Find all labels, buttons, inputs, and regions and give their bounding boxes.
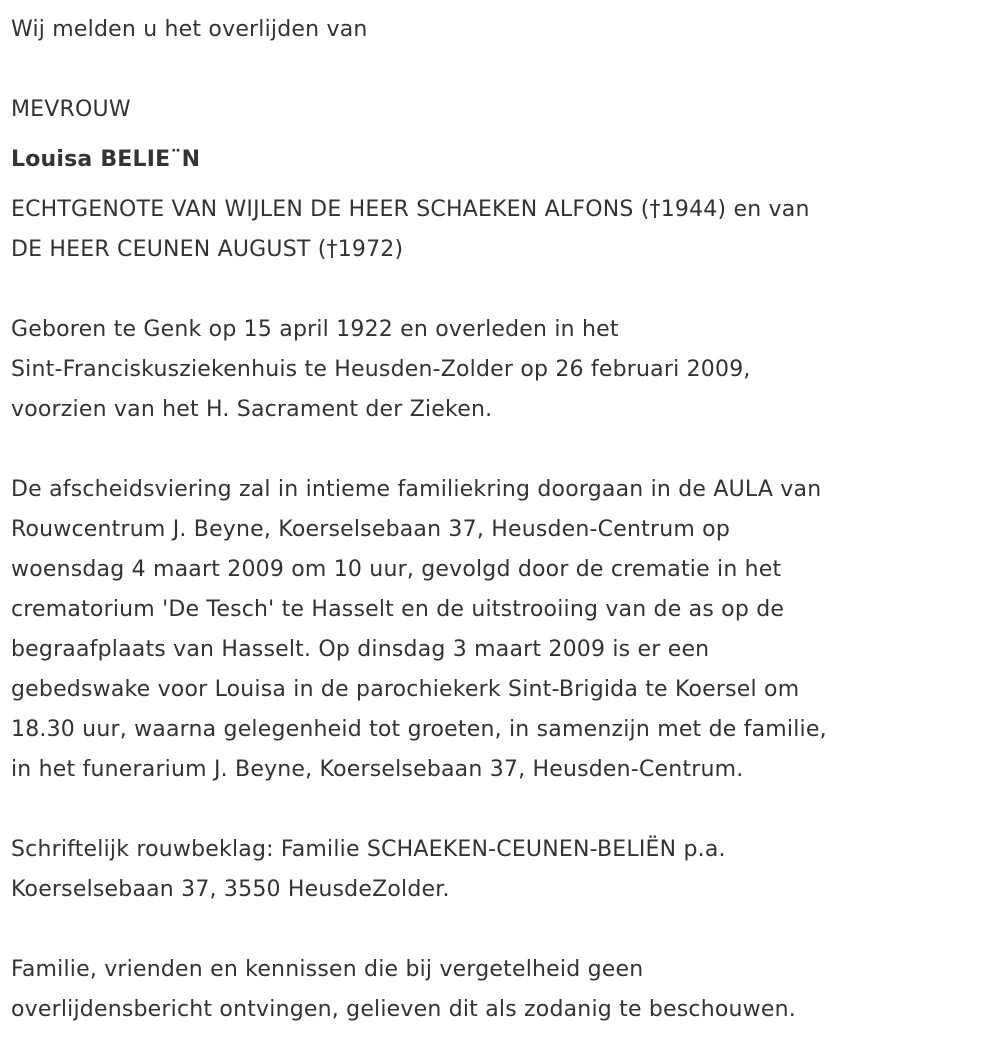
service-line: in het funerarium J. Beyne, Koerselsebaan 37, Heusden-Centrum. xyxy=(11,757,744,782)
closing-line: Familie, vrienden en kennissen die bij vergetelheid geen xyxy=(11,957,644,982)
salutation-paragraph xyxy=(11,90,988,130)
closing-line: overlijdensbericht ontvingen, gelieven dit als zodanig te beschouwen. xyxy=(11,997,796,1022)
deceased-name-paragraph xyxy=(11,140,988,180)
service-line: Rouwcentrum J. Beyne, Koerselsebaan 37, Heusden-Centrum op xyxy=(11,517,730,542)
condolence-paragraph xyxy=(11,830,988,910)
life-line: Sint-Franciskusziekenhuis te Heusden-Zolder op 26 februari 2009, xyxy=(11,357,751,382)
service-line: begraafplaats van Hasselt. Op dinsdag 3 maart 2009 is er een xyxy=(11,637,710,662)
service-line: De afscheidsviering zal in intieme familiekring doorgaan in de AULA van xyxy=(11,477,822,502)
service-line: crematorium 'De Tesch' te Hasselt en de uitstrooiing van de as op de xyxy=(11,597,785,622)
intro-line: Wij melden u het overlijden van xyxy=(11,17,368,42)
salutation-text: MEVROUW xyxy=(11,97,131,122)
spouse-line: DE HEER CEUNEN AUGUST (†1972) xyxy=(11,237,404,262)
service-line: woensdag 4 maart 2009 om 10 uur, gevolgd door de crematie in het xyxy=(11,557,782,582)
spouse-line: ECHTGENOTE VAN WIJLEN DE HEER SCHAEKEN ALFONS (†1944) en van xyxy=(11,197,810,222)
life-line: Geboren te Genk op 15 april 1922 en overleden in het xyxy=(11,317,619,342)
service-paragraph xyxy=(11,470,988,790)
life-paragraph xyxy=(11,310,988,430)
life-line: voorzien van het H. Sacrament der Zieken. xyxy=(11,397,493,422)
spouse-paragraph xyxy=(11,190,988,270)
service-line: 18.30 uur, waarna gelegenheid tot groeten, in samenzijn met de familie, xyxy=(11,717,827,742)
closing-paragraph xyxy=(11,950,988,1030)
condolence-line: Koerselsebaan 37, 3550 HeusdeZolder. xyxy=(11,877,450,902)
intro-paragraph xyxy=(11,10,988,50)
service-line: gebedswake voor Louisa in de parochiekerk Sint-Brigida te Koersel om xyxy=(11,677,800,702)
condolence-line: Schriftelijk rouwbeklag: Familie SCHAEKEN-CEUNEN-BELIËN p.a. xyxy=(11,837,726,862)
deceased-name: Louisa BELIE¨N xyxy=(11,147,201,172)
